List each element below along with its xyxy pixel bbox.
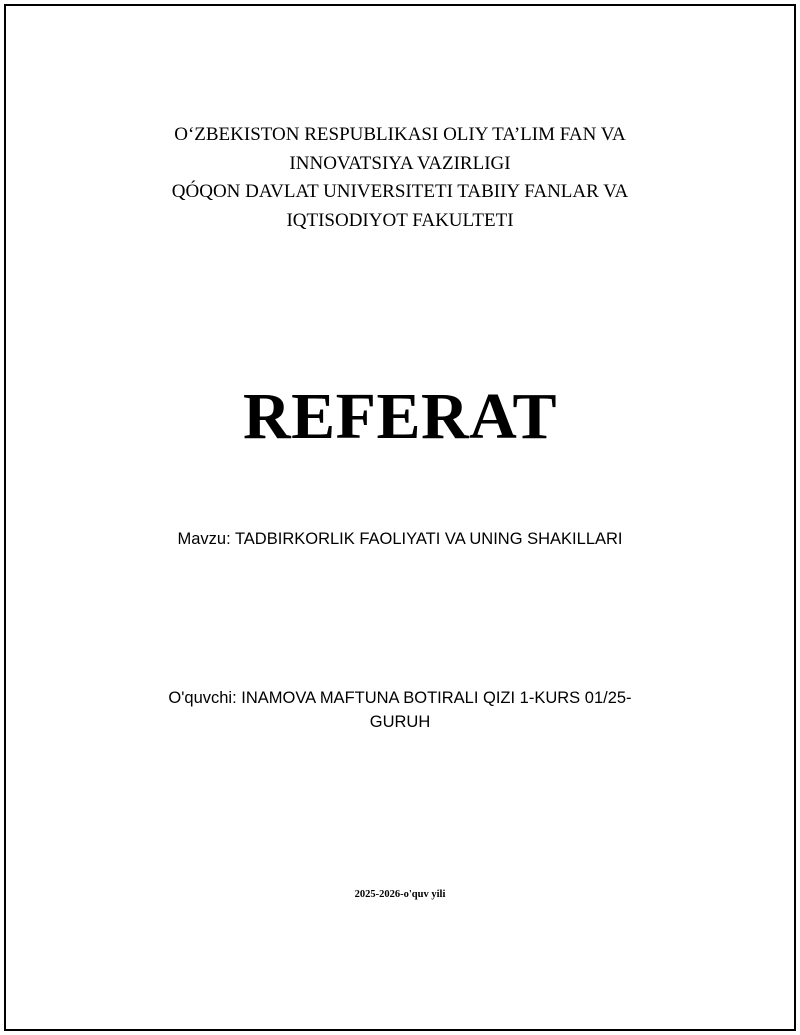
document-title: REFERAT: [243, 380, 557, 453]
ministry-header: [0, 121, 800, 235]
topic-line: Mavzu: TADBIRKORLIK FAOLIYATI VA UNING SHAKILLARI: [177, 530, 623, 548]
header-line-ministry-1: O‘ZBEKISTON RESPUBLIKASI OLIY TA’LIM FAN VA: [174, 124, 626, 145]
academic-year: 2025-2026-o'quv yili: [354, 889, 446, 900]
header-line-ministry-2: INNOVATSIYA VAZIRLIGI: [289, 152, 511, 174]
student-info: [0, 686, 800, 734]
header-line-university-1: QÓQON DAVLAT UNIVERSITETI TABIIY FANLAR VA: [171, 181, 629, 202]
student-line-1: O'quvchi: INAMOVA MAFTUNA BOTIRALI QIZI 1-KURS 01/25-: [168, 689, 632, 707]
student-line-2: GURUH: [369, 713, 431, 731]
header-line-university-2: IQTISODIYOT FAKULTETI: [286, 209, 514, 231]
